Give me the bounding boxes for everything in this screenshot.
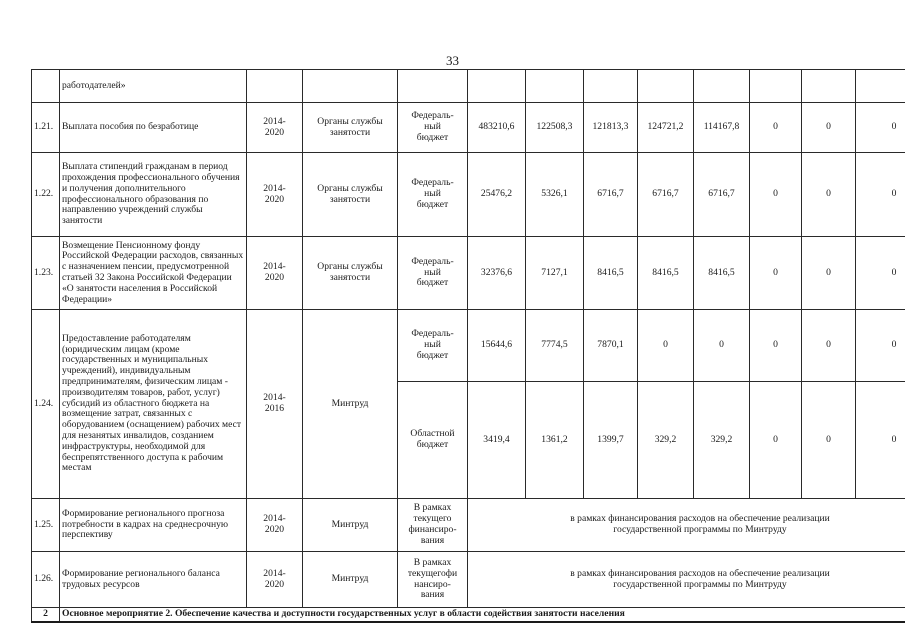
row-number: 1.23. — [32, 237, 60, 310]
funding-source-cell — [398, 70, 468, 103]
value-cell — [584, 70, 638, 103]
section-number: 2 — [32, 608, 60, 622]
value-cell: 0 — [750, 382, 802, 499]
activity-name: Формирование регионального баланса трудовых ресурсов — [60, 552, 247, 608]
value-cell: 0 — [856, 153, 905, 237]
activity-name: работодателей» — [60, 70, 247, 103]
value-cell: 0 — [856, 310, 905, 382]
funding-source-cell: Федераль- ный бюджет — [398, 310, 468, 382]
funding-source-cell: Федераль- ный бюджет — [398, 103, 468, 153]
value-cell — [750, 70, 802, 103]
row-number: 1.26. — [32, 552, 60, 608]
value-cell: 0 — [750, 310, 802, 382]
period-cell: 2014- 2016 — [247, 310, 303, 499]
value-cell — [856, 70, 905, 103]
activity-name: Формирование регионального прогноза потребности в кадрах на среднесрочную перспективу — [60, 499, 247, 552]
executor-cell — [303, 70, 398, 103]
funding-source-cell: В рамках текущего финансиро- вания — [398, 499, 468, 552]
value-cell: 0 — [802, 103, 856, 153]
table-row — [32, 153, 905, 237]
value-cell: 7870,1 — [584, 310, 638, 382]
program-activities-table — [31, 69, 905, 623]
period-cell: 2014- 2020 — [247, 103, 303, 153]
value-cell — [802, 70, 856, 103]
row-number: 1.24. — [32, 310, 60, 499]
period-cell: 2014- 2020 — [247, 552, 303, 608]
value-cell: 1399,7 — [584, 382, 638, 499]
value-cell: 121813,3 — [584, 103, 638, 153]
executor-cell: Органы службы занятости — [303, 153, 398, 237]
period-cell: 2014- 2020 — [247, 237, 303, 310]
row-number: 1.22. — [32, 153, 60, 237]
activity-name: Возмещение Пенсионному фонду Российской Федерации расходов, связанных с назначением пенсии, предусмотренной статьей 32 Закона Российской Федерации «О занятости населения в Российской Федерации» — [60, 237, 247, 310]
value-cell: 114167,8 — [694, 103, 750, 153]
value-cell — [638, 70, 694, 103]
value-cell: 0 — [802, 153, 856, 237]
value-cell: 329,2 — [694, 382, 750, 499]
value-cell: 8416,5 — [584, 237, 638, 310]
period-cell: 2014- 2020 — [247, 153, 303, 237]
value-cell: 122508,3 — [526, 103, 584, 153]
executor-cell: Минтруд — [303, 310, 398, 499]
table-row — [32, 237, 905, 310]
value-cell: 0 — [856, 103, 905, 153]
value-cell: 5326,1 — [526, 153, 584, 237]
value-cell: 15644,6 — [468, 310, 526, 382]
page-number: 33 — [446, 53, 459, 68]
value-cell: 25476,2 — [468, 153, 526, 237]
value-cell: 0 — [856, 237, 905, 310]
value-cell: 0 — [638, 310, 694, 382]
funding-source-cell: Областной бюджет — [398, 382, 468, 499]
table-row — [32, 499, 905, 552]
value-cell: 0 — [750, 103, 802, 153]
value-cell: 7127,1 — [526, 237, 584, 310]
value-cell: 0 — [856, 382, 905, 499]
activity-name: Выплата пособия по безработице — [60, 103, 247, 153]
value-cell: 32376,6 — [468, 237, 526, 310]
value-cell: 124721,2 — [638, 103, 694, 153]
value-cell — [526, 70, 584, 103]
value-cell: 0 — [750, 153, 802, 237]
value-cell: 0 — [750, 237, 802, 310]
funding-source-cell: Федераль- ный бюджет — [398, 153, 468, 237]
section-title: Основное мероприятие 2. Обеспечение качества и доступности государственных услуг в области содействия занятости населения — [60, 608, 905, 622]
value-cell: 8416,5 — [694, 237, 750, 310]
executor-cell: Минтруд — [303, 499, 398, 552]
table-row — [32, 70, 905, 103]
funding-note-cell: в рамках финансирования расходов на обеспечение реализации государственной программы по Минтруду — [468, 499, 905, 552]
period-cell — [247, 70, 303, 103]
value-cell: 0 — [694, 310, 750, 382]
row-number — [32, 70, 60, 103]
value-cell — [694, 70, 750, 103]
value-cell: 6716,7 — [694, 153, 750, 237]
funding-source-cell: В рамках текущегофи нансиро- вания — [398, 552, 468, 608]
value-cell: 483210,6 — [468, 103, 526, 153]
row-number: 1.21. — [32, 103, 60, 153]
value-cell: 0 — [802, 237, 856, 310]
row-number: 1.25. — [32, 499, 60, 552]
executor-cell: Органы службы занятости — [303, 237, 398, 310]
activity-name: Выплата стипендий гражданам в период прохождения профессионального обучения и получения дополнительного профессионального образования по направлению учреждений службы занятости — [60, 153, 247, 237]
table-row — [32, 103, 905, 153]
value-cell: 6716,7 — [584, 153, 638, 237]
funding-source-cell: Федераль- ный бюджет — [398, 237, 468, 310]
value-cell: 6716,7 — [638, 153, 694, 237]
funding-note-cell: в рамках финансирования расходов на обеспечение реализации государственной программы по Минтруду — [468, 552, 905, 608]
activity-name: Предоставление работодателям (юридическим лицам (кроме государственных и муниципальных учреждений), индивидуальным предпринимателям, физическим лицам - производителям товаров, работ, услуг) субсидий из областного бюджета на возмещение затрат, связанных с оборудованием (оснащением) рабочих мест для незанятых инвалидов, созданием инфраструктуры, необходимой для беспрепятственного доступа к рабочим местам — [60, 310, 247, 499]
value-cell: 329,2 — [638, 382, 694, 499]
value-cell: 1361,2 — [526, 382, 584, 499]
period-cell: 2014- 2020 — [247, 499, 303, 552]
table-row — [32, 552, 905, 608]
table-body — [32, 70, 905, 622]
value-cell: 7774,5 — [526, 310, 584, 382]
value-cell: 8416,5 — [638, 237, 694, 310]
section-row — [32, 608, 905, 622]
value-cell — [468, 70, 526, 103]
value-cell: 0 — [802, 382, 856, 499]
executor-cell: Органы службы занятости — [303, 103, 398, 153]
executor-cell: Минтруд — [303, 552, 398, 608]
table-row — [32, 310, 905, 382]
value-cell: 3419,4 — [468, 382, 526, 499]
value-cell: 0 — [802, 310, 856, 382]
